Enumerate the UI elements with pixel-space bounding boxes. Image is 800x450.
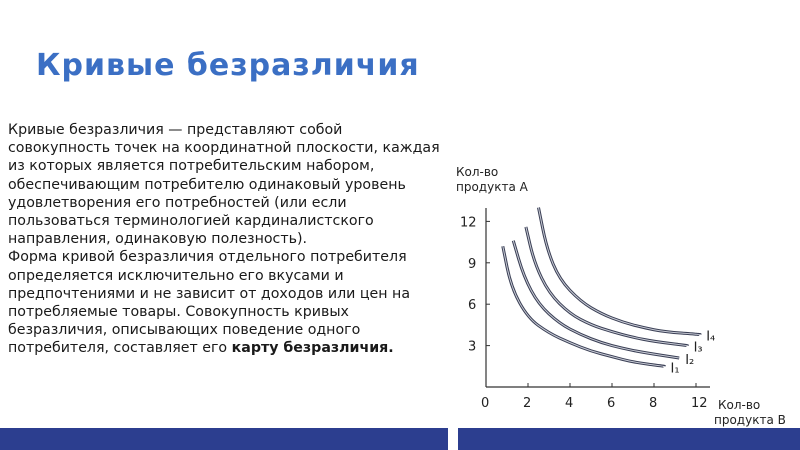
shape-paragraph <box>8 248 448 357</box>
y-tick-label: 3 <box>468 339 477 355</box>
footer-bar-gap <box>448 428 458 450</box>
y-tick-label: 12 <box>460 215 477 231</box>
x-tick-label: 12 <box>691 396 708 411</box>
x-tick-label: 8 <box>649 396 658 411</box>
slide-title: Кривые безразличия <box>36 48 420 83</box>
y-axis-label-line1: Кол-во <box>456 165 499 179</box>
footer-bar <box>0 428 800 450</box>
indifference-curve-highlight-4 <box>539 208 701 335</box>
y-tick-label: 6 <box>468 298 477 314</box>
x-axis-label-line2: продукта B <box>714 413 786 427</box>
definition-body: — представляют собой совокупность точек на координатной плоскости, каждая из которых является потребительским набором, обеспечивающим потребителю одинаковый уровень удовлетворения его потребностей (или если пользоваться терминологией кардиналистского направления, одинаковую полезность). <box>8 122 440 248</box>
x-tick-label: 6 <box>607 396 616 411</box>
y-axis-label-line2: продукта A <box>456 180 528 194</box>
indifference-curve-highlight-3 <box>526 227 688 346</box>
y-tick-label: 9 <box>468 256 477 272</box>
indifference-curves-chart <box>440 150 800 440</box>
definition-term: Кривые безразличия <box>8 122 164 138</box>
curve-label-3: I₃ <box>693 340 703 356</box>
indifference-map-term: карту безразличия. <box>231 340 394 357</box>
curve-label-4: I₄ <box>706 329 716 345</box>
indifference-curve-4 <box>539 208 701 335</box>
x-tick-label: 2 <box>523 396 532 411</box>
indifference-curve-3 <box>526 227 688 346</box>
definition-text-block <box>8 121 448 358</box>
curve-label-2: I₂ <box>685 353 695 369</box>
shape-body: Форма кривой безразличия отдельного потребителя определяется исключительно его вкусами и предпочтениями и не зависит от доходов или цен на потребляемые товары. Совокупность кривых безразличия, описывающих поведение одного потребителя, составляет его <box>8 249 411 357</box>
curve-label-1: I₁ <box>670 361 680 377</box>
x-tick-label: 0 <box>481 396 490 411</box>
x-tick-label: 4 <box>565 396 574 411</box>
x-axis-label-line1: Кол-во <box>718 398 761 412</box>
definition-paragraph <box>8 121 448 248</box>
indifference-curve-highlight-1 <box>503 246 665 366</box>
